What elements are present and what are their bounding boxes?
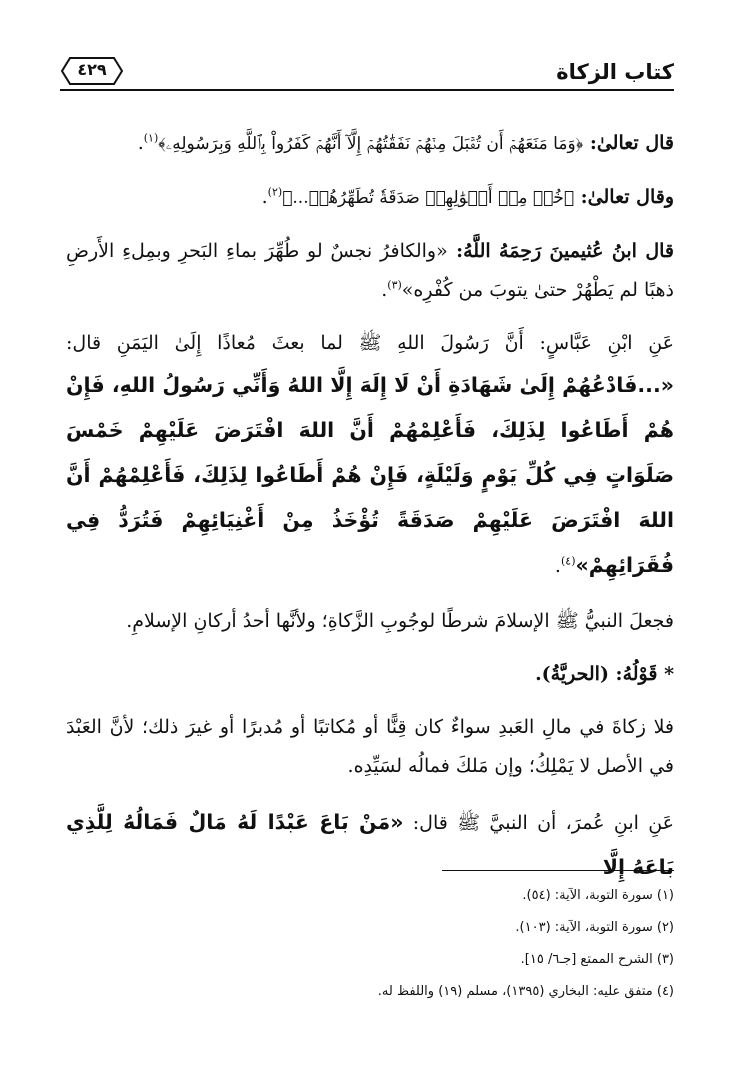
scholar-name: قال ابنُ عُثيمينَ رَحِمَهُ اللَّهُ: — [447, 240, 674, 262]
footnote: (٣) الشرح الممتع [جـ٦/ ١٥]. — [520, 952, 674, 967]
hadith-narration: عَنِ ابْنِ عَبَّاسٍ: أَنَّ رَسُولَ اللهِ ﷺ لما بعثَ مُعاذًا إِلَىٰ اليَمَنِ قال: — [66, 332, 674, 354]
header-divider — [60, 89, 674, 91]
footnote-divider — [442, 870, 674, 871]
chapter-title: كتاب الزكاة — [556, 60, 674, 84]
footnote: (٤) متفق عليه: البخاري (١٣٩٥)، مسلم (١٩) واللفظ له. — [377, 984, 674, 999]
hadith-text: «مَنْ بَاعَ عَبْدًا لَهُ مَالٌ فَمَالُهُ لِلَّذِي بَاعَهُ إِلَّا — [66, 810, 674, 879]
punctuation: . — [554, 555, 561, 577]
quran-quote-2 — [66, 178, 674, 218]
page-header — [60, 56, 674, 96]
page-body — [66, 124, 674, 904]
quote-intro: قال تعالىٰ: — [583, 132, 674, 154]
verse-text: ﴿وَمَا مَنَعَهُمۡ أَن تُقۡبَلَ مِنۡهُمۡ نَفَقَٰتُهُمۡ إِلَّآ أَنَّهُمۡ كَفَرُواْ بِٱللَّهِ وَبِرَسُولِهِۦ﴾ — [158, 134, 584, 154]
footnotes — [66, 880, 674, 1008]
page-number: ٤٢٩ — [77, 60, 107, 79]
page-number-badge — [60, 56, 124, 86]
commentary-paragraph: فجعلَ النبيُّ ﷺ الإسلامَ شرطًا لوجُوبِ الزَّكاةِ؛ ولأنَّها أحدُ أركانِ الإسلامِ. — [126, 610, 674, 632]
hadith-text: «...فَادْعُهُمْ إِلَىٰ شَهَادَةِ أَنْ لَا إِلَهَ إِلَّا اللهُ وَأَنِّي رَسُولُ اللهِ، فَإِنْ هُمْ أَطَاعُوا لِذَلِكَ، فَأَعْلِمْهُمْ أَنَّ اللهَ افْتَرَضَ عَلَيْهِمْ خَمْسَ صَلَوَاتٍ فِي كُلِّ يَوْمٍ وَلَيْلَةٍ، فَإِنْ هُمْ أَطَاعُوا لِذَلِكَ، فَأَعْلِمْهُمْ أَنَّ اللهَ افْتَرَضَ عَلَيْهِمْ صَدَقَةً تُؤْخَذُ مِنْ أَغْنِيَائِهِمْ فَتُرَدُّ فِي فُقَرَائِهِمْ» — [66, 373, 674, 577]
punctuation: . — [381, 279, 388, 301]
verse-text: ﴿خُذۡ مِنۡ أَمۡوَٰلِهِمۡ صَدَقَةٗ تُطَهِّرُهُمۡ...﴾ — [282, 188, 575, 208]
scholar-quote — [66, 232, 674, 310]
scholar-quote-text: «والكافرُ نجسٌ لو طُهِّرَ بماءِ البَحرِ وبمِلءِ الأَرضِ ذهبًا لم يَطْهُرْ حتىٰ يتوبَ من كُفْرِه» — [66, 240, 674, 301]
hadith-ibn-abbas — [66, 324, 674, 588]
footnote: (١) سورة التوبة، الآية: (٥٤). — [522, 888, 674, 903]
footnote-ref: (٤) — [560, 554, 576, 568]
punctuation: . — [261, 186, 268, 208]
punctuation: . — [137, 132, 144, 154]
hadith-ibn-umar — [66, 800, 674, 890]
section-heading: * قَوْلُهُ: (الحريَّةُ). — [535, 663, 674, 685]
footnote: (٢) سورة التوبة، الآية: (١٠٣). — [515, 920, 674, 935]
footnote-ref: (٣) — [387, 278, 402, 292]
quran-quote-1 — [66, 124, 674, 164]
hadith-narration: عَنِ ابنِ عُمرَ، أن النبيَّ ﷺ قال: — [403, 812, 674, 834]
commentary-paragraph: فلا زكاةَ في مالِ العَبدِ سواءٌ كان قِنًّا أو مُكاتبًا أو مُدبرًا أو غيرَ ذلك؛ لأنَّ العَبْدَ في الأصل لا يَمْلِكُ؛ وإن مَلكَ فمالُه لسَيِّدِه. — [66, 716, 674, 777]
footnote-ref: (١) — [143, 131, 159, 145]
quote-intro: وقال تعالىٰ: — [574, 186, 674, 208]
footnote-ref: (٢) — [267, 185, 283, 199]
